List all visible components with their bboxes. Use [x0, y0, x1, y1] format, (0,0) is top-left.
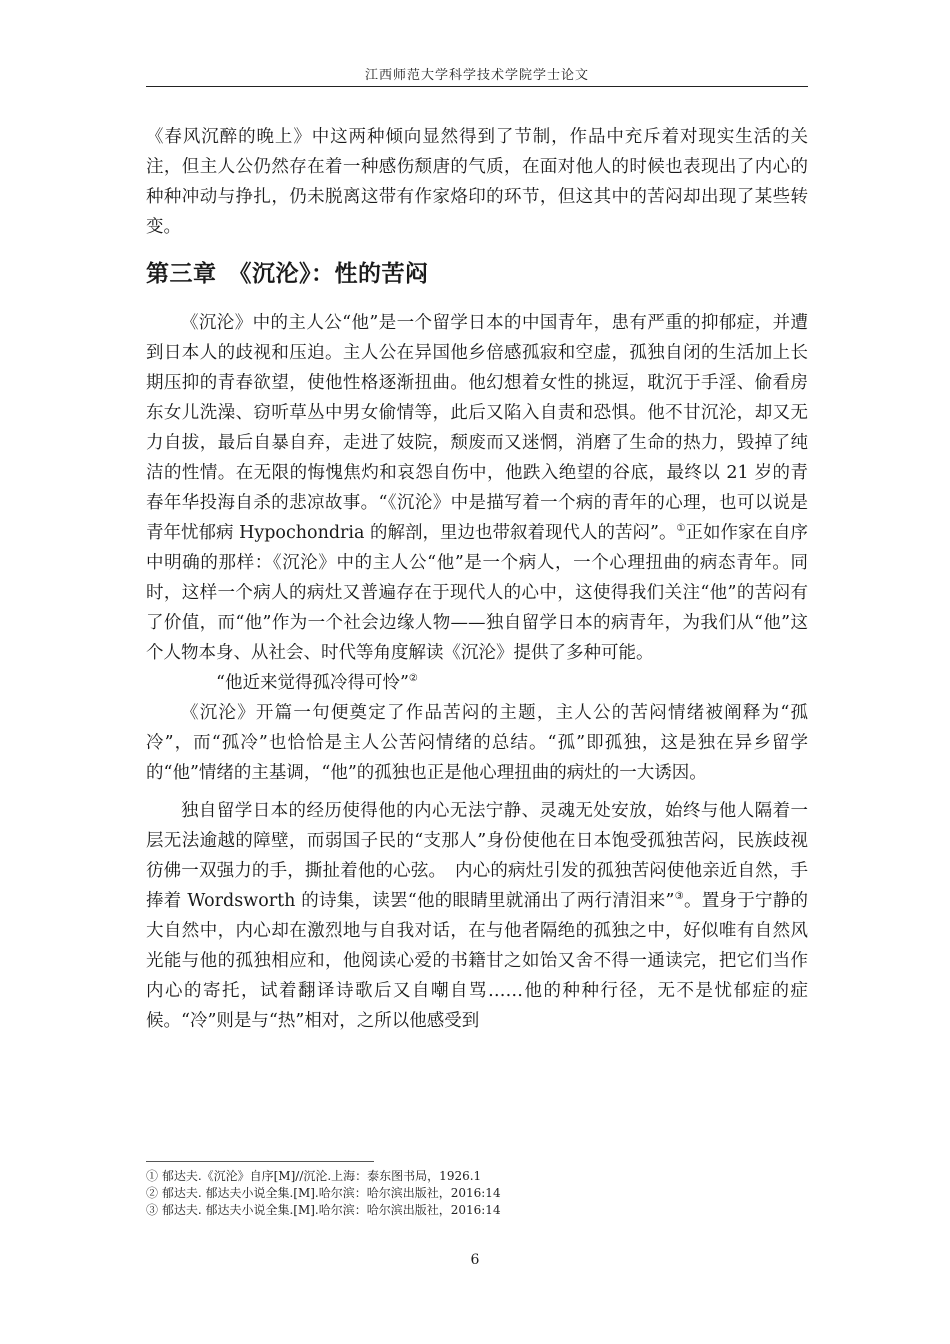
footnote-item: ① 郁达夫.《沉沦》自序[M]//沉沦.上海：泰东图书局，1926.1: [146, 1169, 482, 1183]
footnotes: [146, 1168, 808, 1219]
chapter-heading: 第三章 《沉沦》：性的苦闷: [146, 261, 429, 287]
paragraph-gap: [146, 788, 808, 796]
running-header: 江西师范大学科学技术学院学士论文: [364, 68, 589, 83]
paragraph-text: 独自留学日本的经历使得他的内心无法宁静、灵魂无处安放，始终与他人隔着一层无法逾越的障壁，而弱国子民的“支那人”身份使他在日本饱受孤独苦闷，民族歧视彷佛一双强力的手，撕扯着他的心弦。 内心的病灶引发的孤独苦闷使他亲近自然，手捧着 Wordsworth 的诗集，读罢“他的眼睛里就涌出了两行清泪来”: [146, 801, 808, 911]
paragraph-text: 。置身于宁静的大自然中，内心却在激烈地与自我对话，在与他者隔绝的孤独之中，好似唯有自然风光能与他的孤独相应和，他阅读心爱的书籍甘之如饴又舍不得一通读完，把它们当作内心的寄托，试着翻译诗歌后又自嘲自骂……他的种种行径，无不是忧郁症的症候。“冷”则是与“热”相对，之所以他感受到: [146, 891, 809, 1031]
footnote-divider: [146, 1161, 374, 1162]
paragraph-continued: 《春风沉醉的晚上》中这两种倾向显然得到了节制，作品中充斥着对现实生活的关注，但主人公仍然存在着一种感伤颓唐的气质，在面对他人的时候也表现出了内心的种种冲动与挣扎，仍未脱离这带有作家烙印的环节，但这其中的苦闷却出现了某些转变。: [146, 127, 808, 237]
main-body: [146, 122, 808, 1036]
paragraph-text: 正如作家在自序中明确的那样：《沉沦》中的主人公“他”是一个病人，一个心理扭曲的病态青年。同时，这样一个病人的病灶又普遍存在于现代人的心中，这使得我们关注“他”的苦闷有了价值，而“他”作为一个社会边缘人物——独自留学日本的病青年，为我们从“他”这个人物本身、从社会、时代等角度解读《沉沦》提供了多种可能。: [146, 523, 809, 663]
footnote-item: ② 郁达夫. 郁达夫小说全集.[M].哈尔滨：哈尔滨出版社，2016:14: [146, 1186, 501, 1200]
paragraph-gulen: 《沉沦》开篇一句便奠定了作品苦闷的主题，主人公的苦闷情绪被阐释为“孤冷”，而“孤冷”也恰恰是主人公苦闷情绪的总结。“孤”即孤独，这是独在异乡留学的“他”情绪的主基调，“他”的孤独也正是他心理扭曲的病灶的一大诱因。: [146, 703, 808, 783]
quote-line: [146, 668, 808, 698]
footnote-ref-2[interactable]: ②: [408, 673, 418, 685]
footnote-item: ③ 郁达夫. 郁达夫小说全集.[M].哈尔滨：哈尔滨出版社，2016:14: [146, 1203, 501, 1217]
paragraph-text: 《沉沦》中的主人公“他”是一个留学日本的中国青年，患有严重的抑郁症，并遭到日本人的歧视和压迫。主人公在异国他乡倍感孤寂和空虚，孤独自闭的生活加上长期压抑的青春欲望，使他性格逐渐扭曲。他幻想着女性的挑逗，耽沉于手淫、偷看房东女儿洗澡、窃听草丛中男女偷情等，此后又陷入自责和恐惧。他不甘沉沦，却又无力自拔，最后自暴自弃，走进了妓院，颓废而又迷惘，消磨了生命的热力，毁掉了纯洁的性情。在无限的悔愧焦灼和哀怨自伤中，他跌入绝望的谷底，最终以 21 岁的青春年华投海自杀的悲凉故事。“《沉沦》中是描写着一个病的青年的心理，也可以说是青年忧郁病 Hypochondria 的解剖，里边也带叙着现代人的苦闷”。: [146, 313, 808, 543]
paragraph-chenlun-summary: [146, 308, 808, 668]
quote-text: “他近来觉得孤冷得可怜”: [216, 673, 409, 693]
page-number: 6: [470, 1252, 480, 1268]
footnote-ref-3[interactable]: ③: [674, 891, 684, 903]
paragraph-loneliness: [146, 796, 808, 1036]
footnote-ref-1[interactable]: ①: [676, 523, 686, 535]
header-divider: [146, 86, 808, 87]
